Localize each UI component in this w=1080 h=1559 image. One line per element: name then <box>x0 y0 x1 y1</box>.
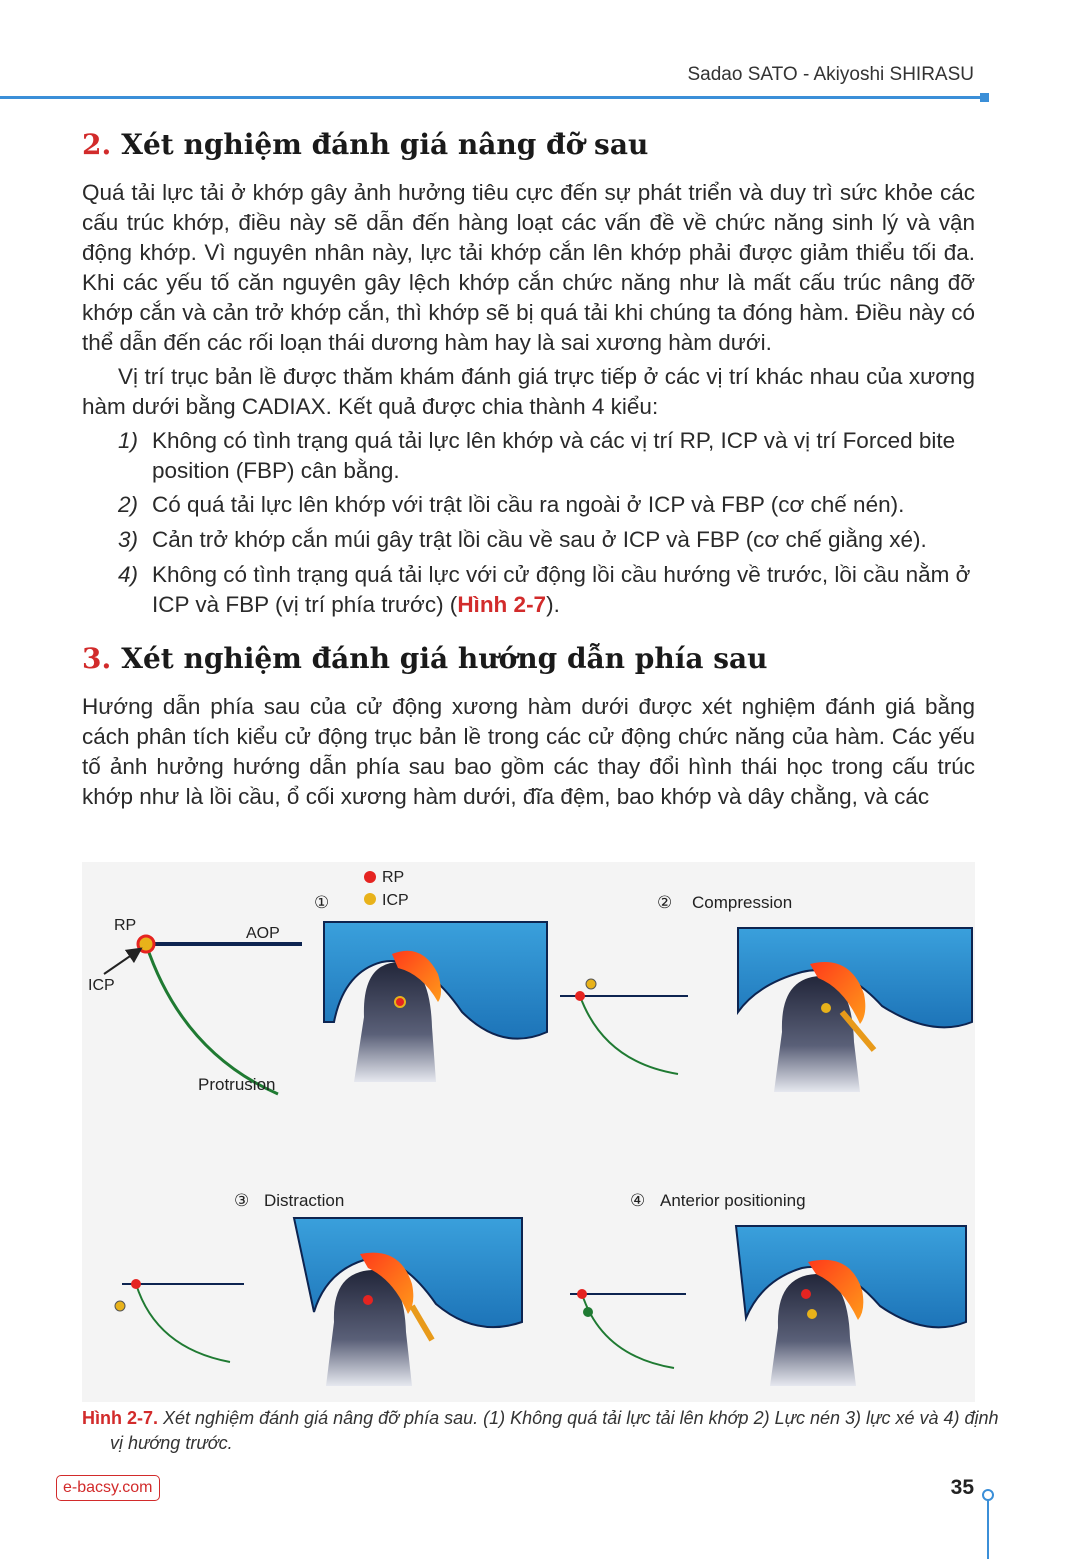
section-3-title-text: Xét nghiệm đánh giá hướng dẫn phía sau <box>121 642 768 675</box>
figure-svg <box>82 862 975 1402</box>
list-item-4 <box>118 560 1009 620</box>
figure-caption <box>82 1406 1003 1456</box>
list-marker: 4) <box>118 562 139 587</box>
protrusion-track <box>146 944 278 1094</box>
site-badge[interactable]: e-bacsy.com <box>56 1475 160 1501</box>
list-text: Có quá tải lực lên khớp với trật lồi cầu ra ngoài ở ICP và FBP (cơ chế nén). <box>152 492 905 517</box>
panel-4-condyle-point-icp <box>807 1309 817 1319</box>
panel-3-rp-point <box>131 1279 141 1289</box>
panel-3-number: ③ <box>234 1191 250 1210</box>
rp-icp-marker <box>138 936 154 952</box>
legend-rp-dot <box>364 871 376 883</box>
page-number: 35 <box>950 1476 974 1499</box>
header-author: Sadao SATO - Akiyoshi SHIRASU <box>687 64 974 85</box>
list-item-1 <box>118 426 1009 486</box>
panel-2-track <box>580 996 678 1074</box>
section-3-paragraph-1: Hướng dẫn phía sau của cử động xương hàm dưới được xét nghiệm đánh giá bằng cách phân tích kiểu cử động trục bản lề trong các cử động chức năng của hàm. Các yếu tố ảnh hưởng hướng dẫn phía sau bao gồm các thay đổi hình thái học trong cấu trúc khớp như là lồi cầu, ổ cối xương hàm dưới, đĩa đệm, bao khớp và dây chằng, và các <box>82 694 975 809</box>
header-square <box>980 93 989 102</box>
panel-4-label: Anterior positioning <box>660 1191 806 1210</box>
figure-reference-link[interactable]: Hình 2-7 <box>457 592 547 617</box>
list-text-tail: ). <box>546 592 560 617</box>
panel-2-number: ② <box>657 893 673 912</box>
panel-2-condyle-point <box>821 1003 831 1013</box>
panel-4-number: ④ <box>630 1191 646 1210</box>
panel-4-rp-point <box>577 1289 587 1299</box>
list-text: Không có tình trạng quá tải lực lên khớp và các vị trí RP, ICP và vị trí Forced bite position (FBP) cân bằng. <box>152 428 956 483</box>
diagram-icp-label: ICP <box>88 977 115 994</box>
section-2-paragraph-1: Quá tải lực tải ở khớp gây ảnh hưởng tiêu cực đến sự phát triển và duy trì sức khỏe các cấu trúc khớp, điều này sẽ dẫn đến hàng loạt các vấn đề về chức năng sinh lý và vận động khớp. Vì nguyên nhân này, lực tải khớp cắn lên khớp phải được giảm thiểu tối đa. Khi các yếu tố căn nguyên gây lệch khớp cắn chức năng như là mất cấu trúc nâng đỡ khớp cắn và cản trở khớp cắn, thì khớp sẽ bị quá tải khi chúng ta đóng hàm. Điều này có thể dẫn đến các rối loạn thái dương hàm hay là sai xương hàm dưới. <box>82 180 975 355</box>
section-3-title <box>82 642 768 675</box>
section-2-paragraph-2: Vị trí trục bản lề được thăm khám đánh giá trực tiếp ở các vị trí khác nhau của xương hàm dưới bằng CADIAX. Kết quả được chia thành 4 kiểu: <box>82 364 975 419</box>
panel-4-track <box>582 1294 674 1368</box>
section-3-number: 3. <box>82 642 112 675</box>
section-2-title <box>82 128 648 161</box>
list-text: Cản trở khớp cắn múi gây trật lồi cầu về sau ở ICP và FBP (cơ chế giằng xé). <box>152 527 927 552</box>
panel-2-label: Compression <box>692 893 793 912</box>
header-rule <box>0 96 984 99</box>
caption-text: Xét nghiệm đánh giá nâng đỡ phía sau. (1) Không quá tải lực tải lên khớp 2) Lực nén 3) lực xé và 4) định vị hướng trước. <box>110 1408 999 1453</box>
panel-3-distraction-arrow <box>412 1306 432 1340</box>
list-marker: 2) <box>118 492 139 517</box>
panel-4-condyle-point-rp <box>801 1289 811 1299</box>
caption-label: Hình 2-7. <box>82 1408 159 1428</box>
page-number-line <box>987 1498 989 1559</box>
panel-3-condyle-point <box>363 1295 373 1305</box>
legend-icp-label: ICP <box>382 892 409 909</box>
panel-3-icp-point <box>115 1301 125 1311</box>
page-number-dot <box>982 1489 994 1501</box>
diagram-rp-label: RP <box>114 917 137 934</box>
diagram-protrusion-label: Protrusion <box>198 1075 276 1094</box>
diagram-aop-label: AOP <box>246 925 280 942</box>
panel-2-icp-point <box>586 979 596 989</box>
figure-2-7 <box>82 862 975 1402</box>
section-2-title-text: Xét nghiệm đánh giá nâng đỡ sau <box>121 128 649 161</box>
panel-3-track <box>136 1284 230 1362</box>
section-2-number: 2. <box>82 128 112 161</box>
list-marker: 3) <box>118 527 139 552</box>
panel-1-condyle-point <box>395 997 405 1007</box>
list-item-3 <box>118 525 1009 555</box>
icp-pointer <box>104 952 136 974</box>
list-marker: 1) <box>118 428 139 453</box>
panel-1-number: ① <box>314 893 330 912</box>
legend-rp-label: RP <box>382 869 405 886</box>
list-item-2 <box>118 490 1009 520</box>
list-text: Không có tình trạng quá tải lực với cử động lồi cầu hướng về trước, lồi cầu nằm ở ICP và FBP (vị trí phía trước) ( <box>152 562 971 617</box>
panel-2-rp-point <box>575 991 585 1001</box>
panel-4-icp-point <box>583 1307 593 1317</box>
legend-icp-dot <box>364 893 376 905</box>
panel-3-label: Distraction <box>264 1191 345 1210</box>
